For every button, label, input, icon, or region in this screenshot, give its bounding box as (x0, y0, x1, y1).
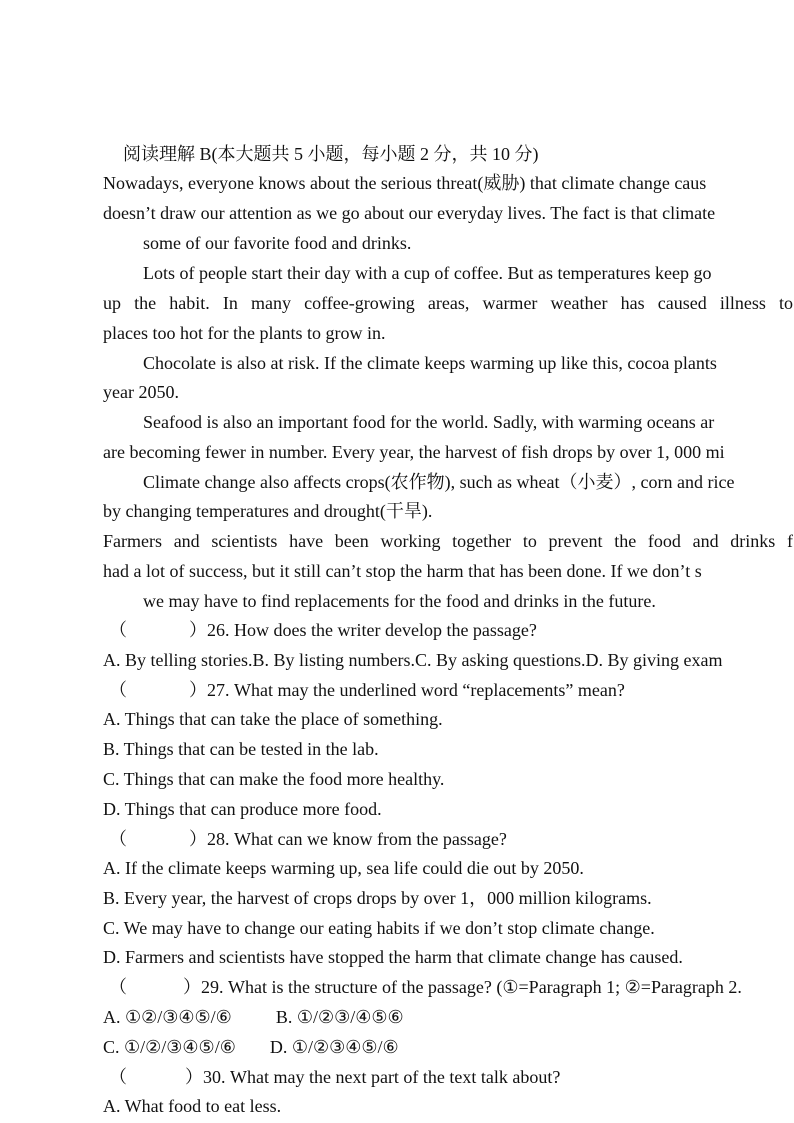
passage-line: doesn’t draw our attention as we go about our everyday lives. The fact is that climate (103, 203, 716, 223)
option-d: D. Things that can produce more food. (103, 799, 382, 819)
option-d: D. ①/②③④⑤/⑥ (269, 1037, 399, 1057)
passage-line: up the habit. In many coffee-growing areas, warmer weather has caused illness to (103, 293, 793, 313)
option-c: C. We may have to change our eating habits if we don’t stop climate change. (103, 918, 655, 938)
question-stem: 29. What is the structure of the passage? (①=Paragraph 1; ②=Paragraph 2. (201, 977, 742, 997)
question-26 (109, 619, 537, 641)
option-d: D. Farmers and scientists have stopped the harm that climate change has caused. (103, 947, 683, 967)
passage-line: Climate change also affects crops(农作物), such as wheat（小麦）, corn and rice (143, 472, 735, 492)
option-a: A. If the climate keeps warming up, sea life could die out by 2050. (103, 858, 584, 878)
answer-bracket-open: （ (109, 977, 127, 997)
passage-line: Chocolate is also at risk. If the climate keeps warming up like this, cocoa plants (143, 353, 717, 373)
option-c: C. Things that can make the food more healthy. (103, 769, 445, 789)
answer-bracket-close: ） (189, 680, 207, 700)
question-29-options-cd (103, 1036, 399, 1058)
question-30 (109, 1066, 560, 1088)
passage-line: we may have to find replacements for the food and drinks in the future. (143, 591, 656, 611)
passage-line: Farmers and scientists have been working together to prevent the food and drinks f (103, 531, 793, 551)
passage-line: some of our favorite food and drinks. (143, 233, 412, 253)
answer-bracket-close: ） (189, 829, 207, 849)
answer-bracket-close: ） (185, 1067, 203, 1087)
answer-bracket-open: （ (109, 1067, 127, 1087)
passage-line: Seafood is also an important food for the world. Sadly, with warming oceans ar (143, 412, 715, 432)
question-26-options: A. By telling stories.B. By listing numbers.C. By asking questions.D. By giving exam (103, 650, 723, 670)
passage-line: are becoming fewer in number. Every year, the harvest of fish drops by over 1, 000 mi (103, 442, 725, 462)
passage-line: Nowadays, everyone knows about the serious threat(威胁) that climate change caus (103, 173, 707, 193)
passage-line: by changing temperatures and drought(干旱). (103, 501, 433, 521)
answer-bracket-open: （ (109, 620, 127, 640)
option-a: A. ①②/③④⑤/⑥ (103, 1007, 232, 1027)
passage-line: had a lot of success, but it still can’t stop the harm that has been done. If we don’t s (103, 561, 702, 581)
answer-bracket-open: （ (109, 680, 127, 700)
answer-bracket-close: ） (189, 620, 207, 640)
question-28 (109, 828, 507, 850)
passage-line: year 2050. (103, 382, 179, 402)
option-b: B. Every year, the harvest of crops drops by over 1，000 million kilograms. (103, 888, 652, 908)
option-b: B. ①/②③/④⑤⑥ (275, 1007, 404, 1027)
question-stem: 27. What may the underlined word “replacements” mean? (207, 680, 625, 700)
passage-line: places too hot for the plants to grow in. (103, 323, 386, 343)
question-29-options-ab (103, 1006, 404, 1028)
option-c: C. ①/②/③④⑤/⑥ (103, 1037, 236, 1057)
question-27 (109, 679, 625, 701)
question-stem: 30. What may the next part of the text talk about? (203, 1067, 561, 1087)
option-a: A. Things that can take the place of something. (103, 709, 443, 729)
answer-bracket-open: （ (109, 829, 127, 849)
answer-bracket-close: ） (183, 977, 201, 997)
section-title: 阅读理解 B(本大题共 5 小题，每小题 2 分，共 10 分) (123, 144, 539, 164)
option-b: B. Things that can be tested in the lab. (103, 739, 379, 759)
option-a: A. What food to eat less. (103, 1096, 282, 1116)
question-stem: 28. What can we know from the passage? (207, 829, 507, 849)
question-stem: 26. How does the writer develop the passage? (207, 620, 537, 640)
question-29 (109, 976, 742, 998)
passage-line: Lots of people start their day with a cup of coffee. But as temperatures keep go (143, 263, 712, 283)
